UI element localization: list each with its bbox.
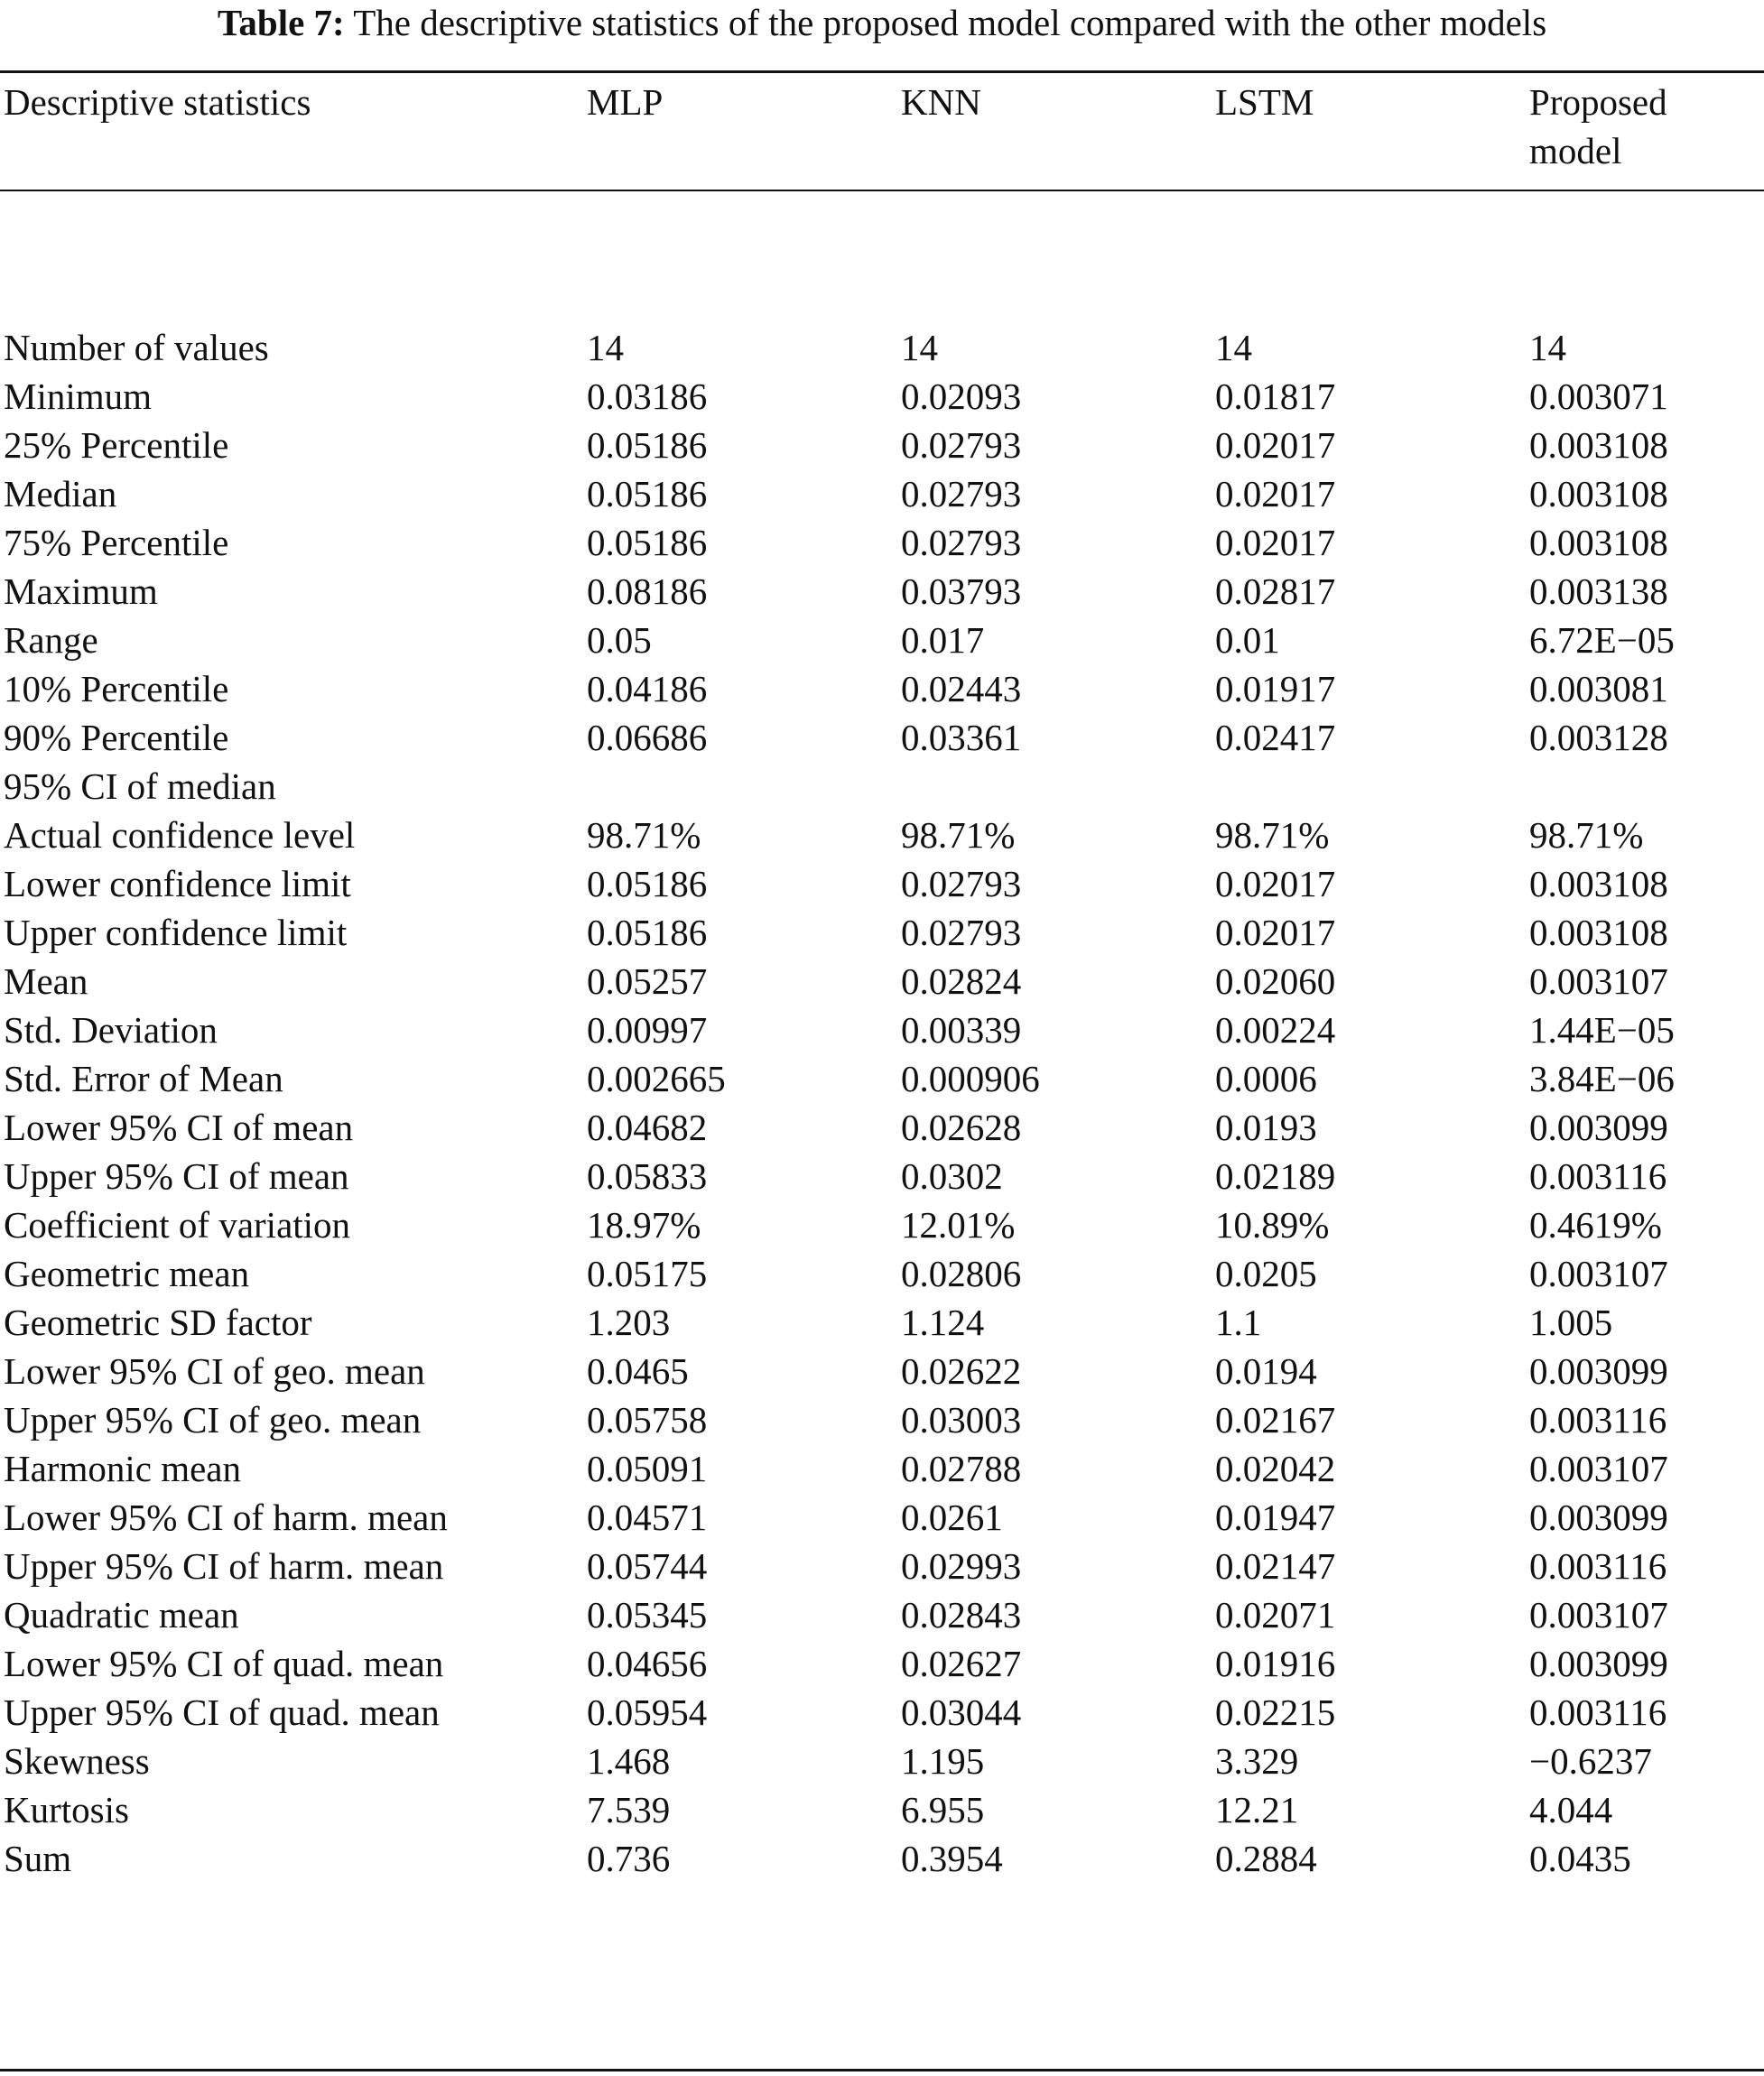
- table-cell: 0.02793: [901, 424, 1022, 466]
- table-cell: 0.05744: [587, 1545, 708, 1587]
- table-cell: 0.03186: [587, 375, 708, 417]
- table-cell: 6.955: [901, 1789, 985, 1830]
- row-label: Geometric SD factor: [4, 1302, 312, 1343]
- table-cell: 0.02788: [901, 1448, 1022, 1489]
- table-row: [0, 372, 1764, 421]
- table-cell: 0.02993: [901, 1545, 1022, 1587]
- row-label: Minimum: [4, 375, 153, 417]
- table-row: [0, 1054, 1764, 1103]
- table-cell: 0.02017: [1215, 473, 1336, 514]
- row-label: Std. Error of Mean: [4, 1058, 283, 1099]
- table-cell: 1.005: [1529, 1302, 1613, 1343]
- table-row: [0, 957, 1764, 1006]
- table-cell: 0.05186: [587, 424, 708, 466]
- table-cell: 0.05345: [587, 1594, 708, 1636]
- table-cell: 12.21: [1215, 1789, 1299, 1830]
- table-caption: [0, 0, 1764, 45]
- table-cell: 0.00224: [1215, 1009, 1336, 1051]
- table-cell: 0.003071: [1529, 375, 1668, 417]
- table-cell: 0.000906: [901, 1058, 1040, 1099]
- table-cell: 0.003108: [1529, 522, 1668, 563]
- table-row: [0, 1249, 1764, 1298]
- table-cell: 0.0465: [587, 1350, 689, 1392]
- table-cell: 0.05257: [587, 960, 708, 1002]
- table-cell: 14: [587, 327, 624, 368]
- table-cell: 0.05186: [587, 473, 708, 514]
- table-cell: 98.71%: [1529, 814, 1644, 856]
- row-label: 95% CI of median: [4, 765, 276, 807]
- table-cell: 3.329: [1215, 1740, 1299, 1782]
- table-cell: 0.02017: [1215, 912, 1336, 953]
- table-row: [0, 1542, 1764, 1590]
- table-cell: 0.0261: [901, 1497, 1003, 1538]
- table-row: [0, 469, 1764, 518]
- table-cell: 0.02060: [1215, 960, 1336, 1002]
- table-cell: 0.06686: [587, 717, 708, 758]
- table-cell: 3.84E−06: [1529, 1058, 1675, 1099]
- row-label: Upper 95% CI of quad. mean: [4, 1691, 440, 1733]
- table-cell: 0.02817: [1215, 570, 1336, 612]
- table-cell: 0.0205: [1215, 1253, 1317, 1294]
- table-cell: 0.00997: [587, 1009, 708, 1051]
- table-cell: [583, 762, 897, 811]
- table-body: [0, 193, 1764, 1883]
- table-row: [0, 421, 1764, 469]
- table-cell: 0.02793: [901, 522, 1022, 563]
- table-cell: 0.736: [587, 1838, 671, 1879]
- table-cell: 0.003099: [1529, 1497, 1668, 1538]
- row-label: Actual confidence level: [4, 814, 356, 856]
- row-label: 90% Percentile: [4, 717, 229, 758]
- column-header: Descriptive statistics: [4, 81, 311, 123]
- table-cell: 14: [901, 327, 938, 368]
- table-cell: 0.00339: [901, 1009, 1022, 1051]
- table-cell: 4.044: [1529, 1789, 1613, 1830]
- table-cell: 0.2884: [1215, 1838, 1317, 1879]
- row-label: Lower 95% CI of mean: [4, 1107, 354, 1148]
- table-cell: 1.44E−05: [1529, 1009, 1675, 1051]
- table-cell: 0.02417: [1215, 717, 1336, 758]
- table-row: [0, 762, 1764, 811]
- row-label: Lower confidence limit: [4, 863, 351, 904]
- table-row: [0, 1639, 1764, 1688]
- table-cell: 0.02793: [901, 473, 1022, 514]
- row-label: Harmonic mean: [4, 1448, 241, 1489]
- table-cell: 0.05186: [587, 522, 708, 563]
- table-cell: 0.3954: [901, 1838, 1003, 1879]
- table-cell: 0.003138: [1529, 570, 1668, 612]
- table-cell: 0.02147: [1215, 1545, 1336, 1587]
- row-label: Coefficient of variation: [4, 1204, 351, 1246]
- table-cell: 0.05: [587, 619, 652, 661]
- table-cell: 0.003081: [1529, 668, 1668, 709]
- table-row: [0, 1152, 1764, 1200]
- table-cell: 0.003108: [1529, 473, 1668, 514]
- table-cell: 0.05833: [587, 1155, 708, 1197]
- table-cell: 0.003107: [1529, 1448, 1668, 1489]
- table-row: [0, 567, 1764, 616]
- table-cell: 0.0193: [1215, 1107, 1317, 1148]
- table-cell: 0.04656: [587, 1643, 708, 1684]
- row-label: Upper 95% CI of geo. mean: [4, 1399, 422, 1441]
- table-header-row: [0, 76, 1764, 193]
- table-cell: 0.003116: [1529, 1155, 1667, 1197]
- table-cell: 0.05758: [587, 1399, 708, 1441]
- table-cell: 0.017: [901, 619, 985, 661]
- table-row: [0, 1298, 1764, 1347]
- column-header: MLP: [587, 81, 664, 123]
- table-cell: 0.003107: [1529, 1253, 1668, 1294]
- table-cell: 0.0435: [1529, 1838, 1631, 1879]
- table-row: [0, 1347, 1764, 1395]
- table-row: [0, 1493, 1764, 1542]
- table-cell: 0.002665: [587, 1058, 726, 1099]
- table-cell: 7.539: [587, 1789, 671, 1830]
- table-cell: 0.4619%: [1529, 1204, 1662, 1246]
- table-cell: 0.05954: [587, 1691, 708, 1733]
- column-header: Proposed model: [1529, 81, 1667, 171]
- table-cell: 0.01916: [1215, 1643, 1336, 1684]
- table-cell: 0.02627: [901, 1643, 1022, 1684]
- table-cell: 0.02793: [901, 863, 1022, 904]
- row-label: Mean: [4, 960, 88, 1002]
- row-label: Std. Deviation: [4, 1009, 218, 1051]
- table-cell: 0.0194: [1215, 1350, 1317, 1392]
- row-label: Sum: [4, 1838, 72, 1879]
- table-row: [0, 1200, 1764, 1249]
- table-cell: 0.003108: [1529, 863, 1668, 904]
- table-cell: 98.71%: [1215, 814, 1330, 856]
- row-label: Upper confidence limit: [4, 912, 348, 953]
- table-cell: [1212, 762, 1526, 811]
- table-cell: 1.124: [901, 1302, 985, 1343]
- table-cell: 18.97%: [587, 1204, 701, 1246]
- table-cell: 0.03361: [901, 717, 1022, 758]
- table-row: [0, 1834, 1764, 1883]
- table-cell: 0.02017: [1215, 863, 1336, 904]
- descriptive-statistics-table: [0, 76, 1764, 1883]
- table-cell: 0.003116: [1529, 1691, 1667, 1733]
- table-cell: 0.04682: [587, 1107, 708, 1148]
- table-row: [0, 1737, 1764, 1785]
- table-cell: 14: [1215, 327, 1252, 368]
- row-label: Median: [4, 473, 117, 514]
- table-cell: 0.02093: [901, 375, 1022, 417]
- table-cell: 0.05175: [587, 1253, 708, 1294]
- table-cell: 0.02189: [1215, 1155, 1336, 1197]
- table-cell: 0.03044: [901, 1691, 1022, 1733]
- table-cell: 12.01%: [901, 1204, 1016, 1246]
- table-cell: 0.01917: [1215, 668, 1336, 709]
- table-cell: 0.02824: [901, 960, 1022, 1002]
- table-cell: 1.203: [587, 1302, 671, 1343]
- table-row: [0, 1395, 1764, 1444]
- table-cell: 0.003116: [1529, 1399, 1667, 1441]
- table-row: [0, 1688, 1764, 1737]
- table-cell: 0.02167: [1215, 1399, 1336, 1441]
- row-label: Geometric mean: [4, 1253, 250, 1294]
- table-cell: 0.02628: [901, 1107, 1022, 1148]
- row-label: Range: [4, 619, 98, 661]
- table-cell: 0.05091: [587, 1448, 708, 1489]
- table-cell: 98.71%: [587, 814, 701, 856]
- row-label: 75% Percentile: [4, 522, 229, 563]
- table-cell: 0.04571: [587, 1497, 708, 1538]
- table-cell: [897, 762, 1212, 811]
- bottom-rule: [0, 2069, 1764, 2071]
- table-cell: 0.003099: [1529, 1107, 1668, 1148]
- table-row: [0, 1590, 1764, 1639]
- top-rule: [0, 70, 1764, 73]
- row-label: Upper 95% CI of harm. mean: [4, 1545, 444, 1587]
- row-label: Lower 95% CI of harm. mean: [4, 1497, 448, 1538]
- table-cell: 0.003099: [1529, 1643, 1668, 1684]
- table-cell: 0.003128: [1529, 717, 1668, 758]
- row-label: Kurtosis: [4, 1789, 129, 1830]
- row-label: Skewness: [4, 1740, 150, 1782]
- row-label: Lower 95% CI of quad. mean: [4, 1643, 444, 1684]
- table-cell: [1526, 762, 1764, 811]
- table-cell: 0.02793: [901, 912, 1022, 953]
- table-cell: 0.02042: [1215, 1448, 1336, 1489]
- table-cell: 0.01947: [1215, 1497, 1336, 1538]
- table-cell: 0.02017: [1215, 522, 1336, 563]
- table-cell: 0.003108: [1529, 912, 1668, 953]
- table-cell: 0.02071: [1215, 1594, 1336, 1636]
- table-cell: −0.6237: [1529, 1740, 1652, 1782]
- caption-label: Table 7:: [217, 2, 345, 43]
- table-cell: 0.03793: [901, 570, 1022, 612]
- table-cell: 14: [1529, 327, 1566, 368]
- table-cell: 0.003116: [1529, 1545, 1667, 1587]
- table-row: [0, 908, 1764, 957]
- table-cell: 0.05186: [587, 863, 708, 904]
- table-row: [0, 811, 1764, 859]
- table-cell: 1.1: [1215, 1302, 1262, 1343]
- table-cell: 0.02622: [901, 1350, 1022, 1392]
- table-cell: 0.03003: [901, 1399, 1022, 1441]
- row-label: Number of values: [4, 327, 269, 368]
- row-label: Maximum: [4, 570, 158, 612]
- table-cell: 0.003107: [1529, 1594, 1668, 1636]
- table-cell: 0.02806: [901, 1253, 1022, 1294]
- table-row: [0, 1444, 1764, 1493]
- row-label: Upper 95% CI of mean: [4, 1155, 349, 1197]
- caption-text: The descriptive statistics of the proposed model compared with the other models: [353, 2, 1547, 43]
- table-cell: 0.01: [1215, 619, 1280, 661]
- table-row: [0, 1103, 1764, 1152]
- table-row: [0, 193, 1764, 372]
- table-cell: 0.0006: [1215, 1058, 1317, 1099]
- row-label: Lower 95% CI of geo. mean: [4, 1350, 425, 1392]
- table-cell: 6.72E−05: [1529, 619, 1675, 661]
- table-row: [0, 518, 1764, 567]
- table-cell: 0.01817: [1215, 375, 1336, 417]
- table-cell: 1.195: [901, 1740, 985, 1782]
- table-row: [0, 1785, 1764, 1834]
- table-row: [0, 859, 1764, 908]
- table-cell: 0.02443: [901, 668, 1022, 709]
- table-cell: 10.89%: [1215, 1204, 1330, 1246]
- table-row: [0, 616, 1764, 664]
- table-cell: 0.003107: [1529, 960, 1668, 1002]
- table-cell: 0.08186: [587, 570, 708, 612]
- table-cell: 0.05186: [587, 912, 708, 953]
- row-label: 25% Percentile: [4, 424, 229, 466]
- table-cell: 0.003099: [1529, 1350, 1668, 1392]
- table-cell: 0.04186: [587, 668, 708, 709]
- table-row: [0, 664, 1764, 713]
- table-cell: 0.02843: [901, 1594, 1022, 1636]
- table-row: [0, 1006, 1764, 1054]
- column-header: KNN: [901, 81, 981, 123]
- table-row: [0, 713, 1764, 762]
- column-header: LSTM: [1215, 81, 1314, 123]
- table-cell: 0.003108: [1529, 424, 1668, 466]
- table-cell: 1.468: [587, 1740, 671, 1782]
- row-label: Quadratic mean: [4, 1594, 239, 1636]
- table-cell: 0.02017: [1215, 424, 1336, 466]
- row-label: 10% Percentile: [4, 668, 229, 709]
- table-cell: 0.02215: [1215, 1691, 1336, 1733]
- table-cell: 0.0302: [901, 1155, 1003, 1197]
- table-cell: 98.71%: [901, 814, 1016, 856]
